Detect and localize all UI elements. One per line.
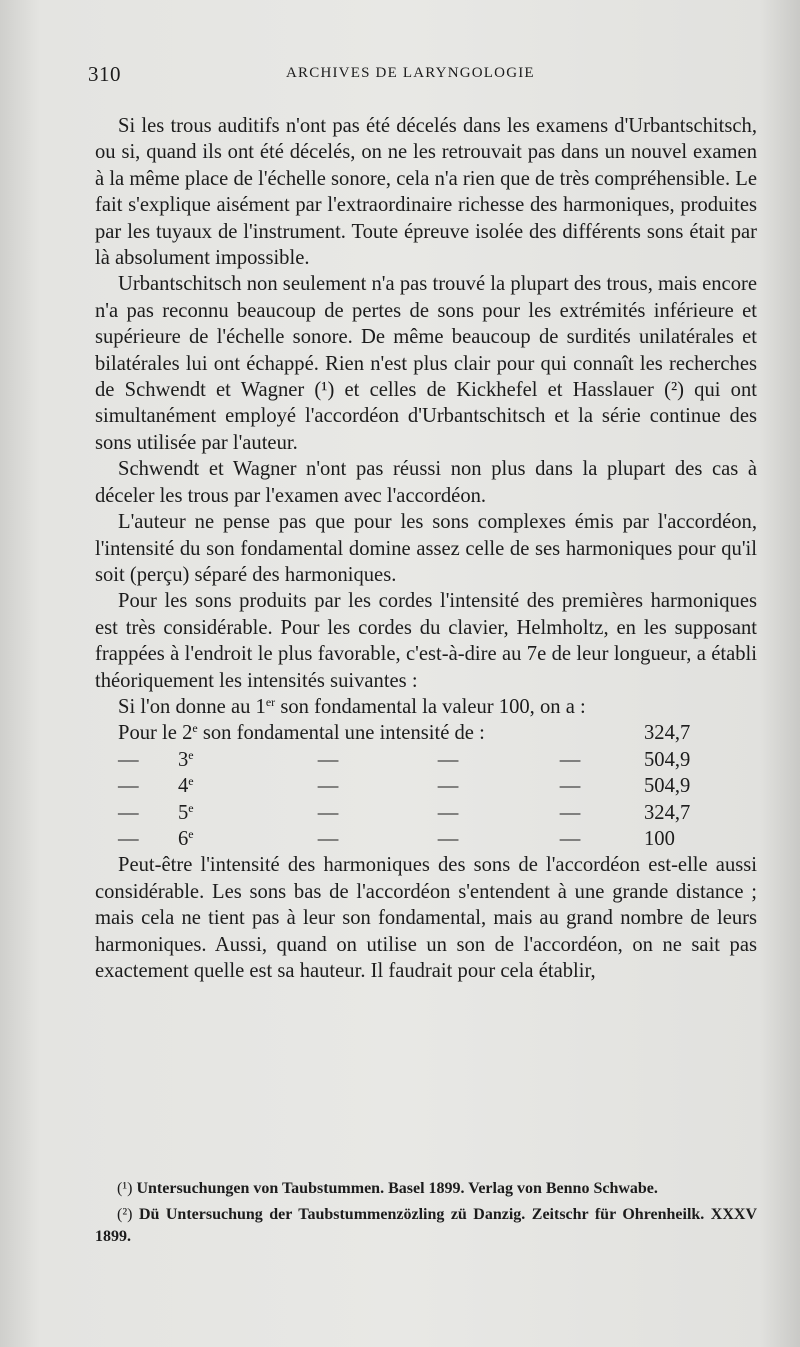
intensity-table bbox=[95, 720, 690, 852]
paragraph: Schwendt et Wagner n'ont pas réussi non plus dans la plupart des cas à déceler les trous par l'examen avec l'accordéon. bbox=[95, 458, 757, 507]
intensity-value: 504,9 bbox=[644, 775, 691, 798]
paragraph: Urbantschitsch non seulement n'a pas trouvé la plupart des trous, mais encore n'a pas reconnu beaucoup de pertes de sons pour les extrémités inférieure et supérieure de l'échelle sonore. De même beaucoup de surdités unilatérales et bilatérales lui ont échappé. Rien n'est plus clair pour qui connaît les recherches de Schwendt et Wagner (¹) et celles de Kickhefel et Hasslauer (²) qui ont simultanément employé l'accordéon d'Urbantschitsch et la série continue des sons utilisée par l'auteur. bbox=[95, 273, 757, 454]
footnote: (²) Dü Untersuchung der Taubstummenzözling zü Danzig. Zeitschr für Ohrenheilk. XXXV 1899. bbox=[95, 1206, 757, 1245]
table-row: — 5e — — — 324,7 bbox=[95, 800, 690, 826]
paragraph: L'auteur ne pense pas que pour les sons complexes émis par l'accordéon, l'intensité du son fondamental domine assez celle de ses harmoniques pour qu'il soit (perçu) séparé des harmoniques. bbox=[95, 511, 757, 586]
intensity-intro: Si l'on donne au 1er son fondamental la valeur 100, on a : bbox=[118, 694, 586, 718]
intensity-label: Pour le 2e son fondamental une intensité de : bbox=[118, 721, 485, 745]
table-row: — 3e — — — 504,9 bbox=[95, 747, 690, 773]
intensity-value: 504,9 bbox=[644, 748, 691, 771]
running-head: ARCHIVES DE LARYNGOLOGIE bbox=[286, 65, 535, 81]
table-row bbox=[95, 720, 690, 746]
intensity-value: 324,7 bbox=[644, 801, 691, 824]
page-header bbox=[88, 62, 758, 92]
page-number: 310 bbox=[88, 62, 121, 86]
table-row: — 4e — — — 504,9 bbox=[95, 773, 690, 799]
intensity-value: 324,7 bbox=[644, 722, 691, 745]
paragraph: Pour les sons produits par les cordes l'intensité des premières harmoniques est très considérable. Pour les cordes du clavier, Helmholtz, en les supposant frappées à l'endroit le plus favorable, c'est-à-dire au 7e de leur longueur, a établi théoriquement les intensités suivantes : bbox=[95, 590, 757, 692]
paragraph: Si les trous auditifs n'ont pas été décelés dans les examens d'Urbantschitsch, ou si, quand ils ont été décelés, on ne les retrouvait pas dans un nouvel examen à la même place de l'échelle sonore, cela n'a rien que de très compréhensible. Le fait s'explique aisément par l'extraordinaire richesse des harmoniques, produites par les tuyaux de l'instrument. Toute épreuve isolée des différents sons était par là absolument impossible. bbox=[95, 115, 757, 270]
footnotes bbox=[95, 1178, 757, 1252]
table-row: — 6e — — — 100 bbox=[95, 826, 690, 852]
intensity-value: 100 bbox=[644, 827, 675, 850]
paragraph: Peut-être l'intensité des harmoniques des sons de l'accordéon est-elle aussi considérable. Les sons bas de l'accordéon s'entendent à une grande distance ; mais cela ne tient pas à leur son fondamental, mais au grand nombre de leurs harmoniques. Aussi, quand on utilise un son de l'accordéon, on ne sait pas exactement quelle est sa hauteur. Il faudrait pour cela établir, bbox=[95, 854, 757, 982]
footnote: (¹) Untersuchungen von Taubstummen. Basel 1899. Verlag von Benno Schwabe. bbox=[117, 1180, 658, 1197]
body-text bbox=[95, 113, 757, 984]
